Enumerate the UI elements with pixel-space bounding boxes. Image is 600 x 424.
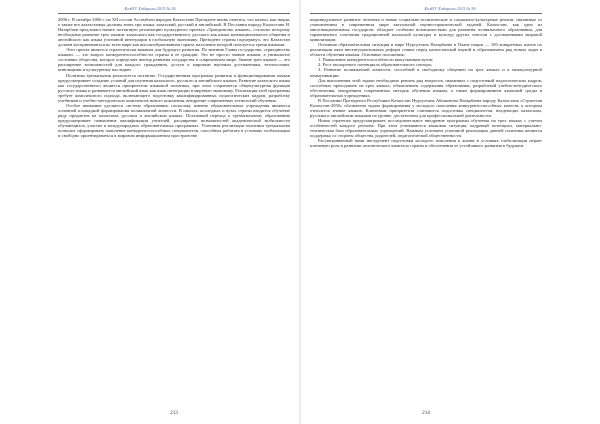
paragraph: Основная образовательная ситуация в мире Нурсултана Назарбаева в Плане нации — 100 конкретных шагов по реализации пяти институциональных реформ ставит перед казахстанской наукой и образованием ряд новых задач в области обучения языкам. Основные положения:	[310, 42, 542, 58]
paragraph: Политика трехъязычия реализуется поэтапно. Государственная программа развития и функционирования языков предусматривает создание условий для изучения казахского, русского и английского языков. Развитие казахского языка как государственного является приоритетом языковой политики, при этом сохраняется общекультурная функция русского языка и развивается английский язык как язык интеграции в мировую экономику. Реализация этой программы требует комплексного подхода, включающего подготовку квалифицированных педагогических кадров, разработку учебников и учебно-методических комплексов нового поколения, внедрение современных технологий обучения.	[58, 72, 291, 103]
paragraph: Этот проект является стратегически важным для будущего развития. По мнению Главы государства, «триединство языков» — это вопрос конкурентоспособности страны и ее граждан. Это не просто знание языков, а уникальное состояние общества, которое определяет вектор развития государства в современном мире. Знание трех языков — это расширение возможностей для каждого гражданина, доступ к мировым научным достижениям, технологиям, инновациям и культурному наследию.	[58, 47, 290, 73]
running-header: КазНУ Хабаршы 2015 № 56	[424, 6, 476, 11]
page-body	[310, 17, 542, 148]
list-item: 3. Развитие полиязычной личности, способной к свободному общению на трех языках и к межкультурной коммуникации.	[310, 67, 542, 78]
page-body	[58, 17, 290, 138]
list-item: 1. Повышение конкурентоспособности выпускников вузов;	[318, 57, 434, 63]
header-rule	[58, 13, 290, 14]
paragraph: Новая стратегия предусматривает последовательное внедрение программы обучения на трех языках с учетом особенностей каждого региона. При этом учитываются языковая ситуация, кадровый потенциал, материально-техническая база образовательных учреждений. Важным условием успешной реализации данной политики является поддержка со стороны общества, родителей, педагогической общественности.	[310, 117, 542, 139]
paragraph: Для выполнения этой задачи необходимо решить ряд вопросов, связанных с подготовкой педагогических кадров, способных преподавать на трех языках, обновлением содержания образования, разработкой учебно-методического обеспечения, внедрением современных методик обучения языкам, а также формированием языковой среды в образовательных учреждениях.	[310, 77, 542, 98]
running-header: КазНУ Хабаршы 2015 № 56	[124, 6, 176, 11]
header-rule	[310, 13, 542, 14]
right-page	[300, 0, 600, 424]
page-number: 214	[422, 410, 430, 416]
page-number: 213	[170, 410, 178, 416]
paragraph: Рассматриваемый нами инструмент подготовки молодого поколения к жизни в условиях глобализации играет ключевую роль в развитии человеческого капитала страны и обеспечении ее устойчивого развития в будущем.	[310, 138, 542, 149]
paragraph: индивидуальное развитие человека и новые социально-политические и социально-культурные реалии, связанные со становлением в современном мире актуальной научно-практической задачей. Казахстан, как одно из многонациональных государств, обладает особыми возможностями для развития полиязычного образования, для гармоничного сочетания традиционной казахской культуры и культур других этносов с достижениями мировой цивилизации.	[310, 17, 542, 43]
list-item: 2. Рост экспортного потенциала образовательного сектора;	[318, 62, 432, 68]
paragraph: 2006 г. В октябре 2006 г. на XII сессии Ассамблеи народов Казахстана Президент вновь отметил, что казахи, как нация, а также все казахстанцы должны знать три языка: казахский, русский и английский. В Послании народу Казахстана Н. Назарбаев предложил начать поэтапную реализацию культурного проекта «Триединство языков», согласно которому необходимо развитие трех языков: казахского как государственного, русского как языка межнационального общения и английского как языка успешной интеграции в глобальную экономику. Президент страны подчеркнул, что Казахстан должен восприниматься во всем мире как высокообразованная страна, население которой пользуется тремя языками.	[58, 17, 290, 48]
paragraph: В Послании Президента Республики Казахстан Нурсултана Абишевича Назарбаева народу Казахстана «Стратегия Казахстан-2050» обозначена задача формирования у молодого поколения конкурентоспособных качеств, к которым относится знание языков. Ключевым приоритетом становится подготовка специалистов, владеющих казахским, русским и английским языками на уровне, достаточном для профессиональной деятельности.	[310, 97, 542, 118]
paragraph: Особое внимание уделяется системе образования, поскольку именно образовательные учреждения являются основной площадкой формирования полиязычной личности. В школах, колледжах и вузах страны вводится обучение ряду предметов на казахском, русском и английском языках. Поэтапный переход к трехъязычному образованию предусматривает повышение квалификации учителей, расширение возможностей академической мобильности обучающихся, участие в международных образовательных программах. Успешная реализация политики трехъязычия позволит сформировать поколение конкурентоспособных специалистов, способных работать в условиях глобализации и свободно ориентироваться в мировом информационном пространстве.	[58, 102, 290, 139]
